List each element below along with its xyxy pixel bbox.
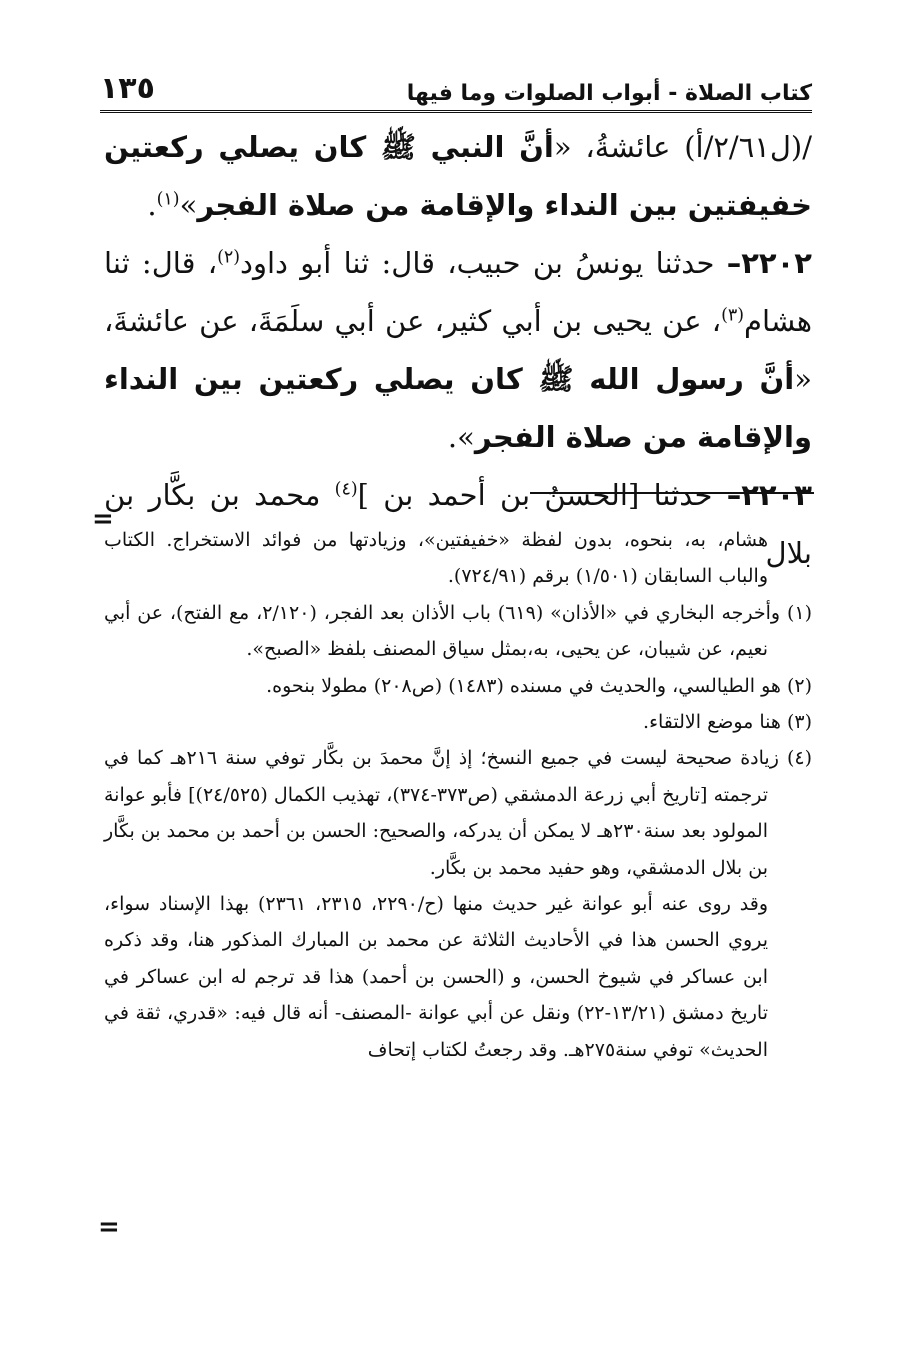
- page-number: ١٣٥: [100, 71, 155, 106]
- running-header: [100, 62, 812, 113]
- footnote-ref: (٣): [721, 305, 745, 326]
- hadith-matn: أنَّ رسول الله ﷺ كان يصلي ركعتين بين النداء والإقامة من صلاة الفجر: [104, 362, 812, 454]
- text-segment: حدثنا [الحسنُ بن أحمد بن ]: [357, 478, 727, 512]
- header-title: كتاب الصلاة - أبواب الصلوات وما فيها: [406, 81, 812, 106]
- main-text: [104, 118, 812, 582]
- footnote-1: (١) وأخرجه البخاري في «الأذان» (٦١٩) باب الأذان بعد الفجر، (٢/١٢٠، مع الفتح)، عن أبي نعيم، عن شيبان، عن يحيى، به،بمثل سياق المصنف بلفظ «الصبح».: [104, 601, 812, 661]
- hadith-number: ٢٢٠٢–: [726, 246, 812, 280]
- text-segment: محمد بن بكَّار بن بلال: [104, 478, 812, 570]
- footnotes: [104, 522, 812, 1068]
- text-segment: ، قال: ثنا هشام: [104, 246, 812, 338]
- text-segment: ».: [447, 420, 475, 454]
- footnote-2: (٢) هو الطيالسي، والحديث في مسنده (١٤٨٣) (ص٢٠٨) مطولا بنحوه.: [266, 674, 812, 697]
- paragraph-continuation: [104, 118, 812, 234]
- text-segment: ، عن يحيى بن أبي كثير، عن أبي سلَمَةَ، عن عائشةَ، «: [104, 304, 812, 396]
- hadith-number: ٢٢٠٣–: [726, 478, 812, 512]
- footnote-divider: [530, 492, 814, 494]
- footnote-3: (٣) هنا موضع الالتقاء.: [643, 711, 812, 734]
- hadith-2202: [104, 234, 812, 466]
- footnote-ref: (١): [156, 189, 180, 210]
- text-segment: »: [179, 188, 198, 222]
- continuation-mark-bottom: =: [98, 1212, 120, 1242]
- footnote-continuation: هشام، به، بنحوه، بدون لفظة «خفيفتين»، وزيادتها من فوائد الاستخراج. الكتاب والباب السابقان (١/٥٠١) برقم (٧٢٤/٩١).: [104, 529, 768, 588]
- continuation-mark-top: =: [92, 504, 114, 534]
- footnote-4-continued: وقد روى عنه أبو عوانة غير حديث منها (ح/٢٢٩٠، ٢٣١٥، ٢٣٦١) بهذا الإسناد سواء، يروي الحسن هذا في الأحاديث الثلاثة عن محمد بن المبارك المذكور هنا، وقد ذكره ابن عساكر في شيوخ الحسن، و (الحسن بن أحمد) هذا قد ترجم له ابن عساكر في تاريخ دمشق (١٣/٢١-٢٢) ونقل عن أبي عوانة -المصنف- أنه قال فيه: «قدري، ثقة في الحديث» توفي سنة٢٧٥هـ. وقد رجعتُ لكتاب إتحاف: [104, 893, 768, 1061]
- hadith-matn: أنَّ النبي ﷺ كان يصلي ركعتين خفيفتين بين النداء والإقامة من صلاة الفجر: [104, 130, 812, 222]
- text-segment: /(ل٢/٦١/أ) عائشةُ، «: [553, 130, 813, 164]
- footnote-ref: (٢): [217, 247, 241, 268]
- footnote-4: (٤) زيادة صحيحة ليست في جميع النسخ؛ إذ إنَّ محمدَ بن بكَّار توفي سنة ٢١٦هـ كما في ترجمته [تاريخ أبي زرعة الدمشقي (ص٣٧٣-٣٧٤)، تهذيب الكمال (٢٤/٥٢٥)] فأبو عوانة المولود بعد سنة٢٣٠هـ لا يمكن أن يدركه، والصحيح: الحسن بن أحمد بن محمد بن بكَّار بن بلال الدمشقي، وهو حفيد محمد بن بكَّار.: [104, 747, 813, 879]
- footnote-ref: (٤): [334, 479, 358, 500]
- text-segment: حدثنا يونسُ بن حبيب، قال: ثنا أبو داود: [240, 246, 727, 280]
- text-segment: .: [147, 188, 157, 222]
